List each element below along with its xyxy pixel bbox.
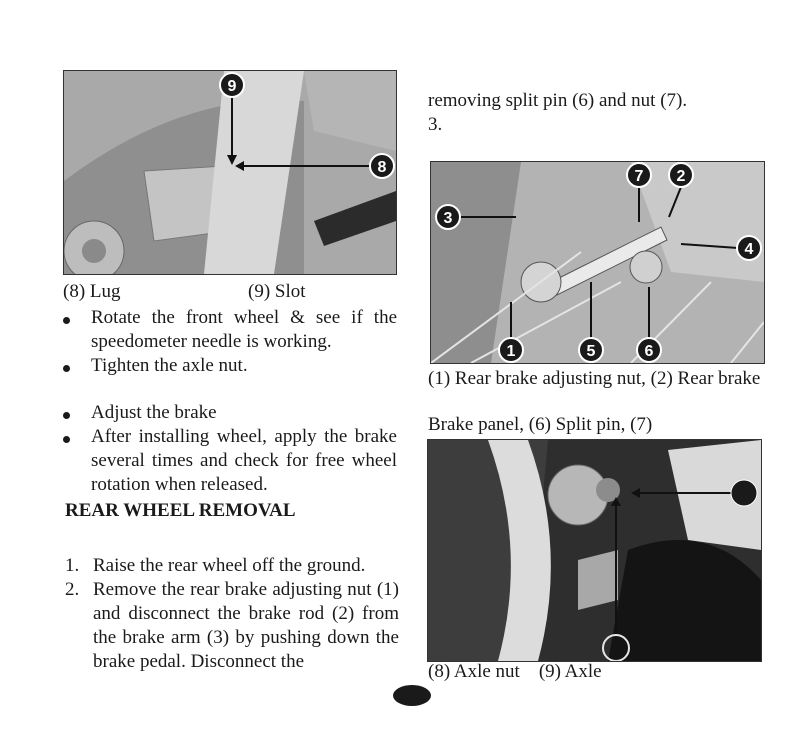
rear-brake-photo	[430, 161, 765, 364]
rear-axle-illustration	[428, 440, 761, 661]
callout-badge-1	[499, 338, 523, 362]
callout-badge-3	[436, 205, 460, 229]
callout-badge-9	[220, 73, 244, 97]
callout-6: 6	[644, 343, 654, 360]
front-wheel-lug-photo	[63, 70, 397, 275]
rear-axle-photo	[427, 439, 762, 662]
step-number: 1.	[65, 555, 80, 576]
page-number-badge	[393, 685, 431, 706]
right-continuation-line: removing split pin (6) and nut (7).	[428, 90, 688, 111]
section-heading-rear-wheel-removal: REAR WHEEL REMOVAL	[65, 500, 296, 521]
caption-axle: (8) Axle nut (9) Axle	[428, 661, 602, 682]
step-remove-nut: Remove the rear brake adjusting nut (1) and disconnect the brake rod (2) from the brake arm (3) by pushing down the brake pedal. Disconnect the	[93, 579, 399, 672]
callout-badge-4	[737, 236, 761, 260]
caption-slot: (9) Slot	[248, 281, 306, 302]
bullet-apply-brake: After installing wheel, apply the brake several times and check for free wheel rotation when released.	[91, 426, 397, 495]
caption-lug: (8) Lug	[63, 281, 121, 302]
step-number: 2.	[65, 579, 80, 600]
callout-4: 4	[744, 241, 754, 258]
callout-badge-8	[370, 154, 394, 178]
callout-badge-2	[669, 163, 693, 187]
callout-9: 9	[227, 78, 237, 95]
rear-brake-illustration	[431, 162, 764, 363]
callout-badge-6	[637, 338, 661, 362]
callout-8: 8	[377, 159, 387, 176]
callout-2: 2	[676, 168, 686, 185]
bullet-adjust-brake: Adjust the brake	[91, 402, 217, 423]
bullet-dot	[63, 412, 70, 419]
front-wheel-lug-illustration	[64, 71, 396, 274]
bullet-tighten-axle: Tighten the axle nut.	[91, 355, 248, 376]
caption-rear-brake-parts: (1) Rear brake adjusting nut, (2) Rear brake	[428, 368, 761, 389]
bullet-dot	[63, 365, 70, 372]
bullet-dot	[63, 436, 70, 443]
callout-5: 5	[586, 343, 596, 360]
bullet-dot	[63, 317, 70, 324]
callout-badge-5	[579, 338, 603, 362]
bullet-rotate-wheel: Rotate the front wheel & see if the speedometer needle is working.	[91, 307, 397, 352]
callout-7: 7	[634, 168, 644, 185]
step-raise-wheel: Raise the rear wheel off the ground.	[93, 555, 366, 576]
right-step-number: 3.	[428, 114, 443, 135]
caption-brake-panel: Brake panel, (6) Split pin, (7)	[428, 414, 653, 435]
callout-3: 3	[443, 210, 453, 227]
callout-8-blank	[731, 480, 757, 506]
callout-badge-7	[627, 163, 651, 187]
callout-1: 1	[506, 343, 516, 360]
